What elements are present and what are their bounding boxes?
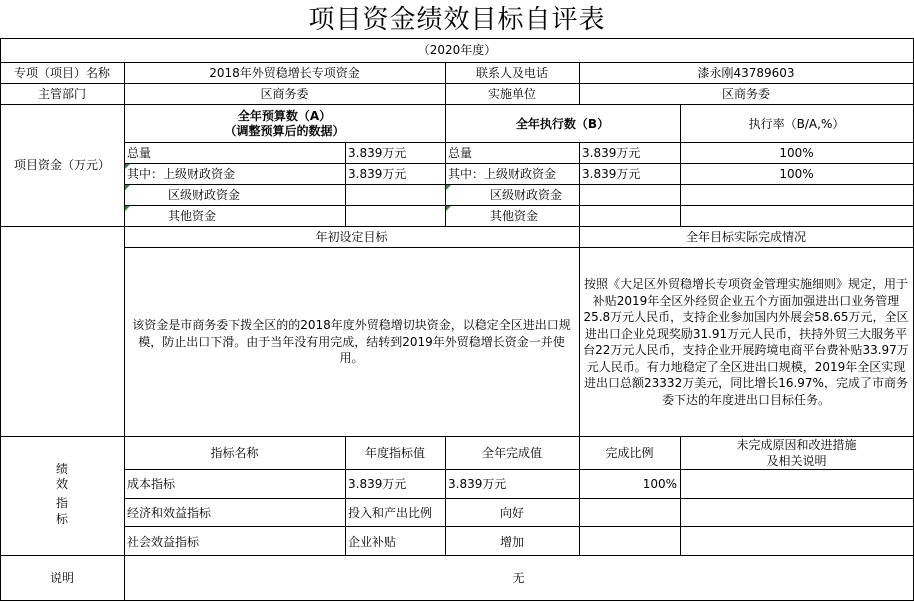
- funds-row-b-label: 其他资金: [490, 209, 539, 223]
- funds-row-b-label: 其中：上级财政资金: [448, 167, 557, 181]
- grid-line: [579, 142, 580, 226]
- funds-row-rate: 100%: [779, 146, 814, 160]
- funds-row-a-label: 总量: [127, 146, 152, 160]
- actual-goal-text: 按照《大足区外贸稳增长专项资金管理实施细则》规定，用于补贴2019年全区外经贸企业五个方面加强进出口业务管理25.8万元人民币，支持企业参加国内外展会58.65万元，全区进出口企业兑现奖励31.91万元人民币，扶持外贸三大服务平台22万元人民币，支持企业开展跨境电商平台费补贴33.97万元人民币。有力地稳定了全区进出口规模，2019年全区实现进出口总额23332万美元，同比增长16.97%，完成了市商务委下达的年度进出口目标任务。: [583, 277, 909, 407]
- col-indicator-name: 指标名称: [210, 446, 259, 460]
- cell-marker: [125, 164, 130, 169]
- note-value: 无: [512, 571, 525, 585]
- project-name-label: 专项（项目）名称: [13, 66, 110, 80]
- funds-row-b-label: 区级财政资金: [490, 188, 563, 202]
- col-completion-ratio: 完成比例: [605, 446, 654, 460]
- grid-line: [0, 600, 914, 601]
- grid-line: [124, 526, 914, 527]
- funds-row-rate: 100%: [779, 167, 814, 181]
- indicator-done: 3.839万元: [448, 477, 507, 491]
- funds-row-b-label: 总量: [448, 146, 473, 160]
- cell-marker: [125, 185, 130, 190]
- contact-label: 联系人及电话: [475, 66, 548, 80]
- grid-line: [124, 247, 914, 248]
- indicator-ratio: 100%: [642, 477, 677, 491]
- grid-line: [0, 104, 914, 105]
- funds-section-label: 项目资金（万元）: [13, 158, 110, 172]
- grid-line: [124, 163, 914, 164]
- initial-goal-text: 该资金是市商务委下拨全区的的2018年度外贸稳增切块资金，以稳定全区进出口规模，防止出口下滑。由于当年没有用完成，结转到2019年外贸稳增长资金一并使用。: [132, 318, 571, 365]
- funds-row-a-value: 3.839万元: [348, 146, 407, 160]
- cell-marker: [125, 206, 130, 211]
- grid-line: [0, 436, 914, 437]
- rate-header: 执行率（B/A,%）: [748, 117, 845, 131]
- budget-header-sub: （调整预算后的数据）: [224, 124, 345, 138]
- indicator-target: 3.839万元: [348, 477, 407, 491]
- grid-line: [0, 555, 914, 556]
- indicator-name: 经济和效益指标: [127, 506, 212, 520]
- indicator-name: 成本指标: [127, 477, 176, 491]
- col-annual-target: 年度指标值: [364, 446, 425, 460]
- funds-row-b-value: 3.839万元: [582, 167, 641, 181]
- funds-row-a-label: 其他资金: [168, 209, 217, 223]
- dept-value: 区商务委: [260, 87, 309, 101]
- page-title: 项目资金绩效目标自评表: [308, 5, 606, 35]
- cell-marker: [446, 185, 451, 190]
- cell-marker: [446, 206, 451, 211]
- col-reason-sub: 及相关说明: [766, 454, 827, 468]
- actual-goal-header: 全年目标实际完成情况: [685, 230, 806, 244]
- grid-line: [124, 142, 914, 143]
- grid-line: [345, 142, 346, 226]
- contact-value: 漆永刚43789603: [697, 66, 795, 80]
- budget-header: 全年预算数（A）: [237, 109, 332, 123]
- indicator-done: 增加: [499, 535, 524, 549]
- grid-line: [124, 498, 914, 499]
- project-name-value: 2018年外贸稳增长专项资金: [209, 66, 360, 80]
- indicator-name: 社会效益指标: [127, 535, 200, 549]
- funds-row-a-label: 其中：上级财政资金: [127, 167, 236, 181]
- col-annual-done: 全年完成值: [481, 446, 542, 460]
- initial-goal-header: 年初设定目标: [315, 230, 388, 244]
- dept-label: 主管部门: [37, 87, 86, 101]
- grid-line: [579, 226, 580, 436]
- grid-line: [124, 62, 125, 601]
- funds-row-a-value: 3.839万元: [348, 167, 407, 181]
- execution-header: 全年执行数（B）: [515, 117, 610, 131]
- funds-row-b-value: 3.839万元: [582, 146, 641, 160]
- year-label: （2020年度）: [417, 43, 497, 57]
- performance-section-label-4: 标: [55, 512, 68, 526]
- indicator-done: 向好: [499, 506, 524, 520]
- col-reason: 未完成原因和改进措施: [736, 438, 857, 452]
- grid-line: [0, 62, 914, 63]
- performance-section-label-1: 绩: [55, 462, 68, 476]
- note-label: 说明: [49, 571, 74, 585]
- indicator-target: 投入和产出比例: [348, 506, 433, 520]
- grid-line: [124, 205, 914, 206]
- grid-line: [0, 38, 914, 39]
- indicator-target: 企业补贴: [348, 535, 397, 549]
- funds-row-a-label: 区级财政资金: [168, 188, 241, 202]
- grid-line: [124, 184, 914, 185]
- unit-label: 实施单位: [487, 87, 536, 101]
- performance-section-label-3: 指: [55, 496, 68, 510]
- grid-line: [0, 83, 914, 84]
- performance-section-label-2: 效: [55, 477, 68, 491]
- unit-value: 区商务委: [721, 87, 770, 101]
- grid-line: [124, 469, 914, 470]
- grid-line: [0, 226, 914, 227]
